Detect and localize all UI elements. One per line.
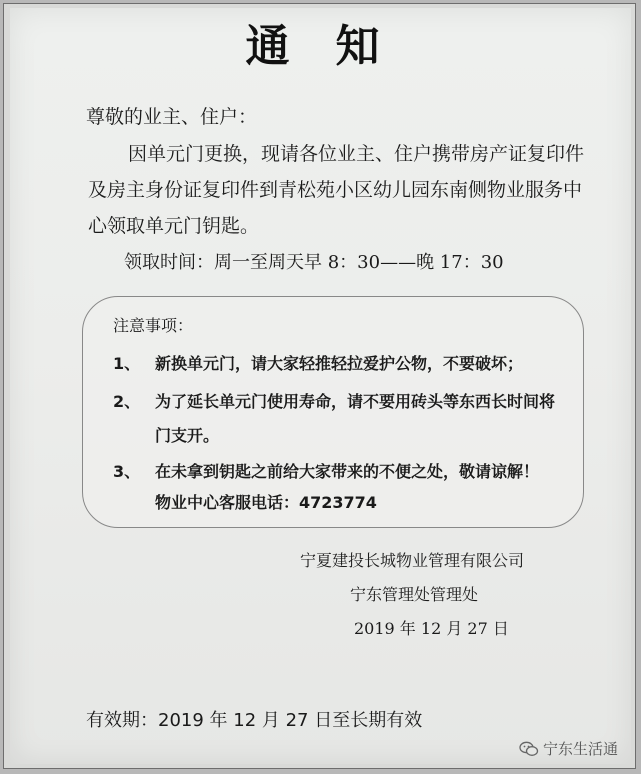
watermark — [519, 738, 618, 759]
service-phone: 物业中心客服电话：4723774 — [155, 493, 377, 512]
notice-title: 通知 — [245, 21, 426, 72]
notes-heading: 注意事项： — [113, 316, 194, 335]
signature-date: 2019 年 12 月 27 日 — [354, 619, 509, 638]
note-number: 3、 — [113, 462, 141, 481]
notice-paper — [10, 8, 631, 764]
note-text: 新换单元门，请大家轻推轻拉爱护公物，不要破坏； — [155, 354, 524, 373]
notes-box — [82, 296, 584, 528]
note-text: 在未拿到钥匙之前给大家带来的不便之处，敬请谅解！ — [155, 462, 540, 481]
photo-frame — [3, 3, 636, 769]
body-paragraph: 因单元门更换，现请各位业主、住户携带房产证复印件及房主身份证复印件到青松苑小区幼儿园东南侧物业服务中心领取单元门钥匙。 — [88, 143, 585, 237]
note-number: 1、 — [113, 354, 141, 373]
note-number: 2、 — [113, 392, 141, 411]
collection-time: 领取时间：周一至周天早 8：30——晚 17：30 — [124, 252, 504, 273]
note-text: 为了延长单元门使用寿命，请不要用砖头等东西长时间将门支开。 — [155, 392, 556, 445]
signature-office: 宁东管理处管理处 — [350, 585, 479, 604]
notice-body — [88, 136, 588, 244]
validity-period: 有效期：2019 年 12 月 27 日至长期有效 — [86, 710, 423, 731]
wechat-icon — [519, 741, 539, 757]
signature-company: 宁夏建投长城物业管理有限公司 — [300, 551, 525, 570]
salutation: 尊敬的业主、住户： — [86, 106, 258, 128]
watermark-text: 宁东生活通 — [543, 740, 619, 758]
